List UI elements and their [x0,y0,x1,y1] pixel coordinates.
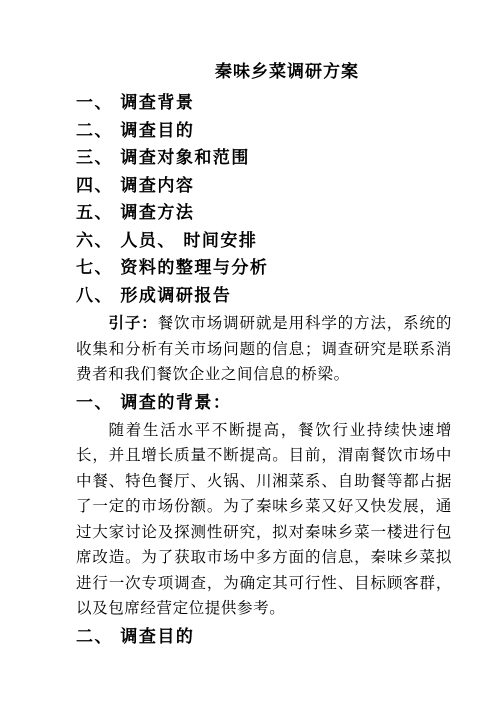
toc-item-scope: 三、 调查对象和范围 [76,148,250,168]
section-heading-purpose: 二、 调查目的 [76,626,195,647]
toc-item-content: 四、 调查内容 [76,175,195,196]
table-of-contents [76,90,450,310]
intro-paragraph [76,310,452,388]
toc-item-method: 五、 调查方法 [76,203,195,223]
intro-text: 餐饮市场调研就是用科学的方法，系统的收集和分析有关市场问题的信息；调查研究是联系消费者和我们餐饮企业之间信息的桥梁。 [76,314,452,383]
toc-item-purpose: 二、 调查目的 [76,120,195,141]
section-heading-background: 一、 调查的背景： [76,392,232,413]
intro-lead: 引子： [108,313,158,332]
document-title: 秦味乡菜调研方案 [215,62,359,82]
toc-item-background: 一、 调查背景 [76,93,195,113]
toc-item-report: 八、 形成调研报告 [76,285,232,306]
toc-item-schedule: 六、 人员、 时间安排 [76,230,258,251]
toc-item-analysis: 七、 资料的整理与分析 [76,258,269,278]
section-paragraph-background: 随着生活水平不断提高，餐饮行业持续快速增长，并且增长质量不断提高。目前，渭南餐饮市场中中餐、特色餐厅、火锅、川湘菜系、自助餐等都占据了一定的市场份额。为了秦味乡菜又好又快发展，通过大家讨论及探测性研究，拟对秦味乡菜一楼进行包席改造。为了获取市场中多方面的信息，秦味乡菜拟进行一次专项调查，为确定其可行性、目标顾客群，以及包席经营定位提供参考。 [76,420,452,617]
